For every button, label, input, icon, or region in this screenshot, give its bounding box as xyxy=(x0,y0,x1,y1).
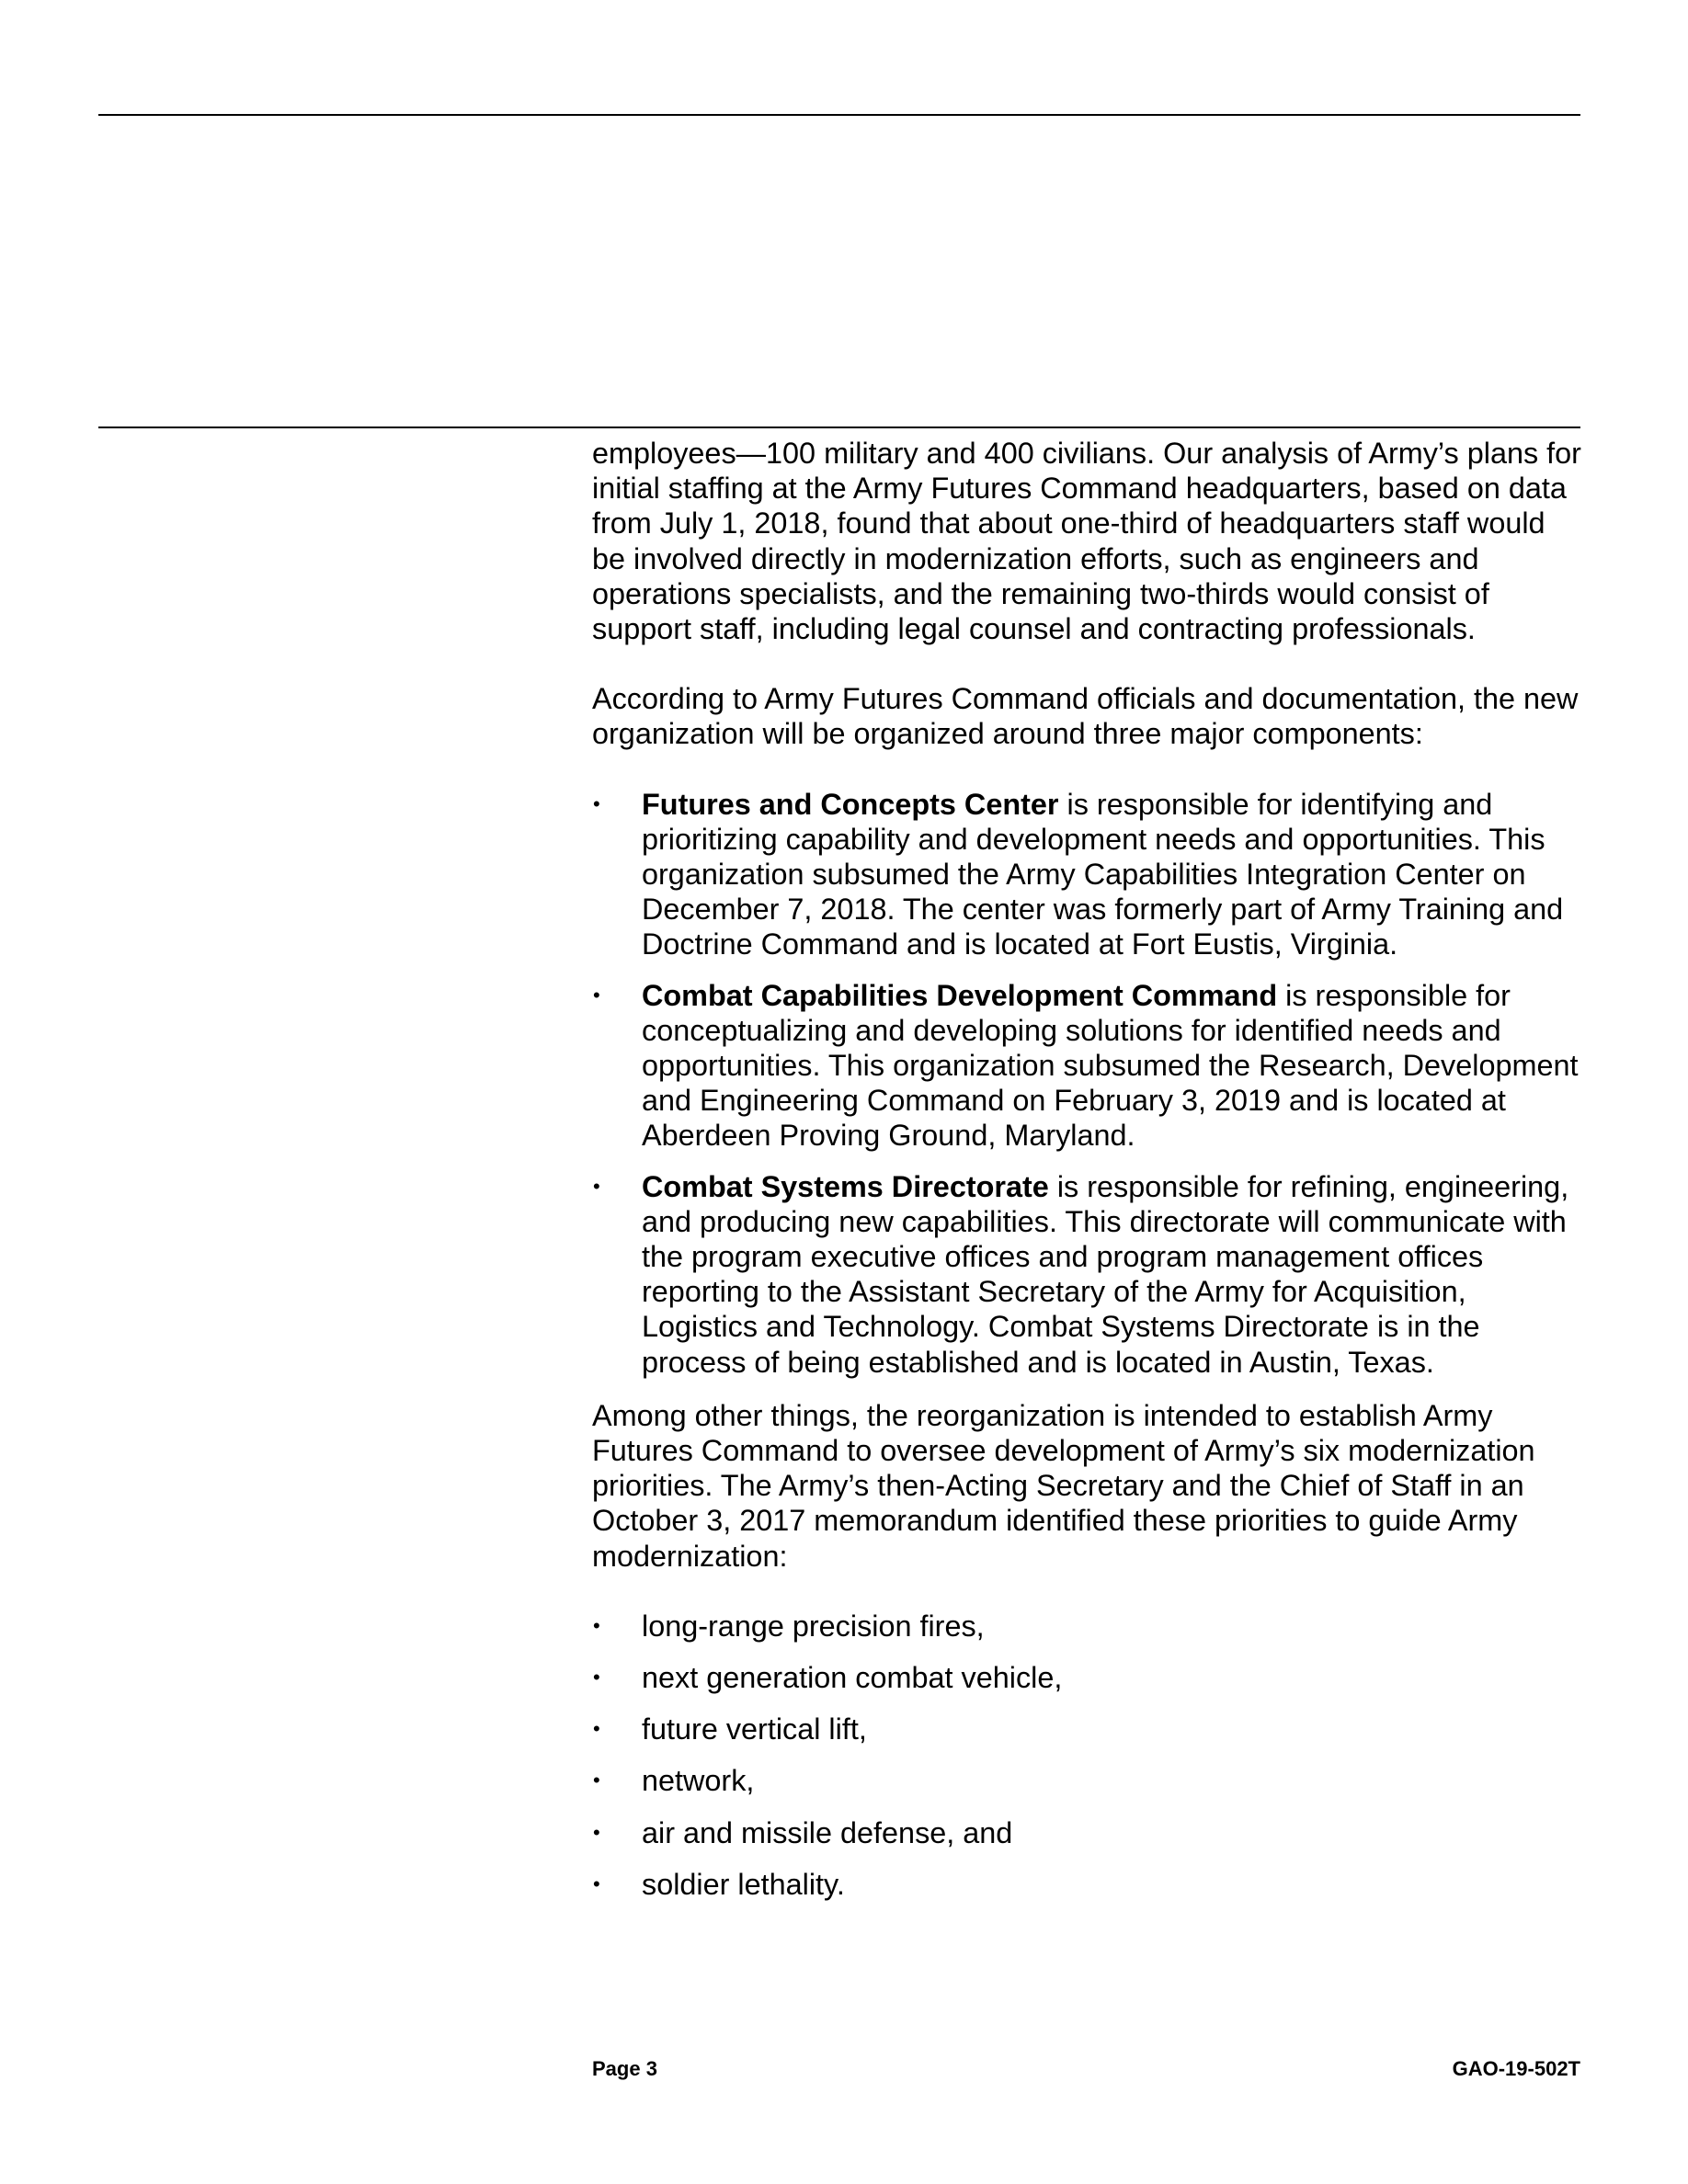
bullet-icon: • xyxy=(593,1769,600,1792)
component-term: Futures and Concepts Center xyxy=(642,787,1059,821)
bullet-icon: • xyxy=(593,1820,600,1844)
paragraph-priorities-intro: Among other things, the reorganization is intended to establish Army Futures Command to oversee development of Army’s six modernization priorities. The Army’s then-Acting Secretary and the Chief of Staff in an October 3, 2017 memorandum identified these priorities to guide Army modernization: xyxy=(592,1398,1535,1573)
component-description: is responsible for identifying and prioritizing capability and development needs and opportunities. This organization subsumed the Army Capabilities Integration Center on December 7, 2018. The center was formerly part of Army Training and Doctrine Command and is located at Fort Eustis, Virginia. xyxy=(642,787,1564,961)
page-number: Page 3 xyxy=(592,2057,657,2080)
list-item xyxy=(592,1815,1585,1850)
list-item xyxy=(592,1169,1585,1380)
paragraph-staffing: employees—100 military and 400 civilians. Our analysis of Army’s plans for initial staffing at the Army Futures Command headquarters, based on data from July 1, 2018, found that about one-third of headquarters staff would be involved directly in modernization efforts, such as engineers and operations specialists, and the remaining two-thirds would consist of support staff, including legal counsel and contracting professionals. xyxy=(592,437,1581,646)
body-text-column xyxy=(592,436,1585,1918)
list-item xyxy=(592,1763,1585,1798)
list-item xyxy=(592,1660,1585,1695)
priorities-list xyxy=(592,1609,1585,1902)
component-term: Combat Systems Directorate xyxy=(642,1169,1049,1203)
list-item xyxy=(592,787,1585,962)
list-item xyxy=(592,1867,1585,1902)
bullet-icon: • xyxy=(593,1174,600,1198)
header-rule-top xyxy=(98,114,1580,116)
component-description: is responsible for conceptualizing and developing solutions for identified needs and opportunities. This organization subsumed the Research, Development and Engineering Command on February 3, 2019 and is located at Aberdeen Proving Ground, Maryland. xyxy=(642,978,1579,1153)
priority-text: air and missile defense, and xyxy=(642,1815,1013,1849)
list-item xyxy=(592,1712,1585,1746)
bullet-icon: • xyxy=(593,1717,600,1741)
bullet-icon: • xyxy=(593,983,600,1007)
component-term: Combat Capabilities Development Command xyxy=(642,978,1278,1012)
priority-text: long-range precision fires, xyxy=(642,1609,985,1643)
header-rule-bottom xyxy=(98,427,1580,428)
list-item xyxy=(592,1609,1585,1644)
priority-text: next generation combat vehicle, xyxy=(642,1661,1063,1695)
bullet-icon: • xyxy=(593,1871,600,1895)
priority-text: soldier lethality. xyxy=(642,1867,845,1901)
list-item xyxy=(592,978,1585,1154)
components-list xyxy=(592,787,1585,1380)
bullet-icon: • xyxy=(593,791,600,815)
paragraph-components-intro: According to Army Futures Command officials and documentation, the new organization will be organized around three major components: xyxy=(592,682,1579,751)
priority-text: network, xyxy=(642,1764,755,1798)
report-number: GAO-19-502T xyxy=(1452,2057,1580,2080)
bullet-icon: • xyxy=(593,1666,600,1689)
priority-text: future vertical lift, xyxy=(642,1712,867,1746)
component-description: is responsible for refining, engineering, and producing new capabilities. This directorate will communicate with the program executive offices and program management offices reporting to the Assistant Secretary of the Army for Acquisition, Logistics and Technology. Combat Systems Directorate is in the process of being established and is located in Austin, Texas. xyxy=(642,1169,1569,1379)
bullet-icon: • xyxy=(593,1613,600,1637)
